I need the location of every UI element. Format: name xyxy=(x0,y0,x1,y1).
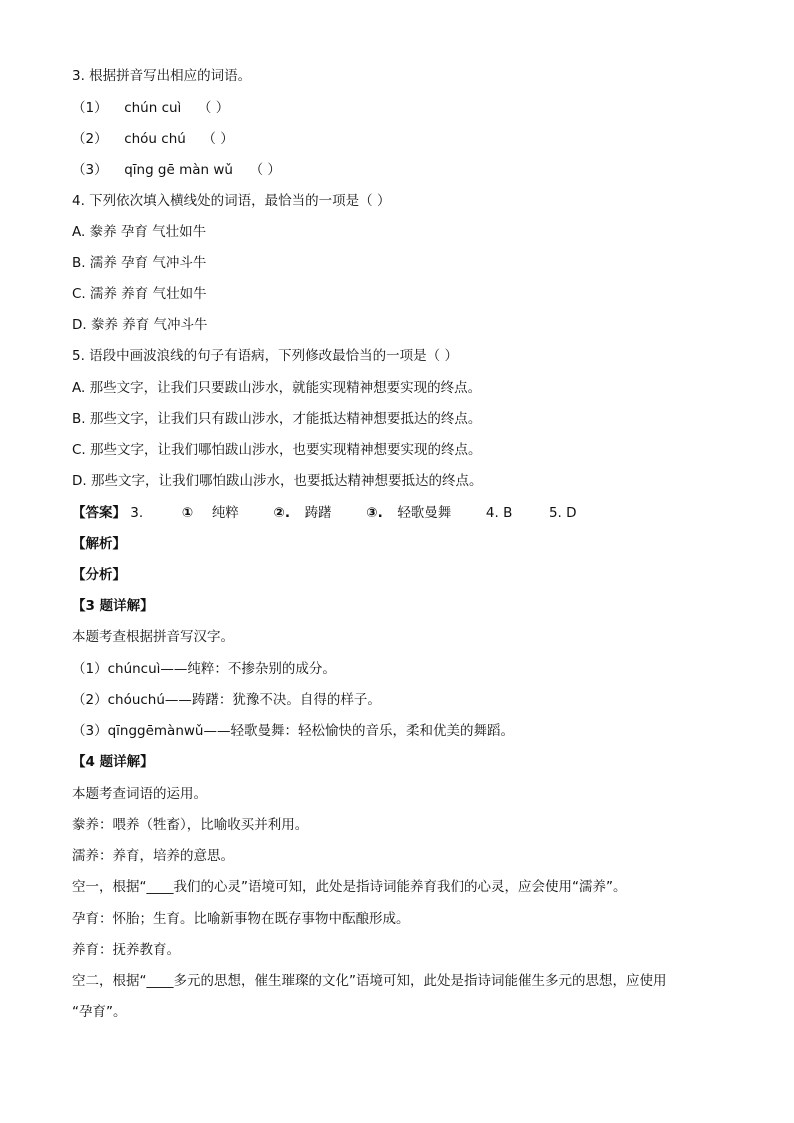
question-3-item-3 xyxy=(72,161,281,179)
answer-q4: 4. B xyxy=(485,505,513,521)
question-4-option-a: A. 豢养 孕育 气壮如牛 xyxy=(72,224,207,240)
answer-marker-2: ②. xyxy=(273,505,290,521)
item-blank: （ ） xyxy=(197,100,230,116)
answer-q3-number: 3. xyxy=(130,505,144,521)
question-4-option-b: B. 濡养 孕育 气冲斗牛 xyxy=(72,255,207,271)
q4-detail-intro: 本题考查词语的运用。 xyxy=(72,786,207,802)
q4-detail-line-7: “孕育”。 xyxy=(72,1004,127,1020)
item-pinyin: chún cuì xyxy=(124,100,182,116)
answer-marker-1: ① xyxy=(181,505,194,521)
question-4-option-d: D. 豢养 养育 气冲斗牛 xyxy=(72,317,208,333)
answer-3: 轻歌曼舞 xyxy=(397,505,452,521)
jiexi-heading: 【解析】 xyxy=(72,536,126,552)
answer-label: 【答案】 xyxy=(72,505,126,521)
answer-marker-3: ③. xyxy=(366,505,383,521)
q3-detail-line-1: （1）chúncuì——纯粹：不掺杂别的成分。 xyxy=(72,661,336,677)
answer-1: 纯粹 xyxy=(211,505,239,521)
question-3-item-1 xyxy=(72,99,229,117)
question-3-item-2 xyxy=(72,130,234,148)
q4-detail-line-1: 豢养：喂养（牲畜），比喻收买并利用。 xyxy=(72,817,309,833)
question-5-title: 5. 语段中画波浪线的句子有语病，下列修改最恰当的一项是（ ） xyxy=(72,348,458,364)
question-5-option-b: B. 那些文字，让我们只有跋山涉水，才能抵达精神想要抵达的终点。 xyxy=(72,411,482,427)
question-4-option-c: C. 濡养 养育 气壮如牛 xyxy=(72,286,207,302)
item-pinyin: chóu chú xyxy=(124,131,186,147)
answer-row xyxy=(72,504,577,522)
item-number: （3） xyxy=(72,162,108,178)
item-pinyin: qīng gē màn wǔ xyxy=(124,162,233,178)
item-number: （2） xyxy=(72,131,108,147)
item-blank: （ ） xyxy=(249,162,281,178)
q4-detail-heading: 【4 题详解】 xyxy=(72,754,154,770)
item-number: （1） xyxy=(72,100,108,116)
question-5-option-c: C. 那些文字，让我们哪怕跋山涉水，也要实现精神想要实现的终点。 xyxy=(72,442,482,458)
q4-detail-line-6: 空二，根据“____多元的思想，催生璀璨的文化”语境可知，此处是指诗词能催生多元的思想，应使用 xyxy=(72,973,667,989)
item-blank: （ ） xyxy=(202,131,234,147)
question-5-option-a: A. 那些文字，让我们只要跋山涉水，就能实现精神想要实现的终点。 xyxy=(72,380,482,396)
q4-detail-line-5: 养育：抚养教育。 xyxy=(72,942,180,958)
q4-detail-line-4: 孕育：怀胎；生育。比喻新事物在既存事物中酝酿形成。 xyxy=(72,911,410,927)
q3-detail-line-2: （2）chóuchú——踌躇：犹豫不决。自得的样子。 xyxy=(72,692,381,708)
q4-detail-line-3: 空一，根据“____我们的心灵”语境可知，此处是指诗词能养育我们的心灵，应会使用“濡养”。 xyxy=(72,879,627,895)
question-5-option-d: D. 那些文字，让我们哪怕跋山涉水，也要抵达精神想要抵达的终点。 xyxy=(72,473,483,489)
q3-detail-line-3: （3）qīnggēmànwǔ——轻歌曼舞：轻松愉快的音乐，柔和优美的舞蹈。 xyxy=(72,723,514,739)
question-4-title: 4. 下列依次填入横线处的词语，最恰当的一项是（ ） xyxy=(72,193,391,209)
fenxi-heading: 【分析】 xyxy=(72,567,126,583)
answer-2: 踌躇 xyxy=(304,505,332,521)
q3-detail-heading: 【3 题详解】 xyxy=(72,598,154,614)
q3-detail-intro: 本题考查根据拼音写汉字。 xyxy=(72,629,234,645)
answer-q5: 5. D xyxy=(548,505,577,521)
question-3-title: 3. 根据拼音写出相应的词语。 xyxy=(72,68,252,84)
q4-detail-line-2: 濡养：养育，培养的意思。 xyxy=(72,848,234,864)
